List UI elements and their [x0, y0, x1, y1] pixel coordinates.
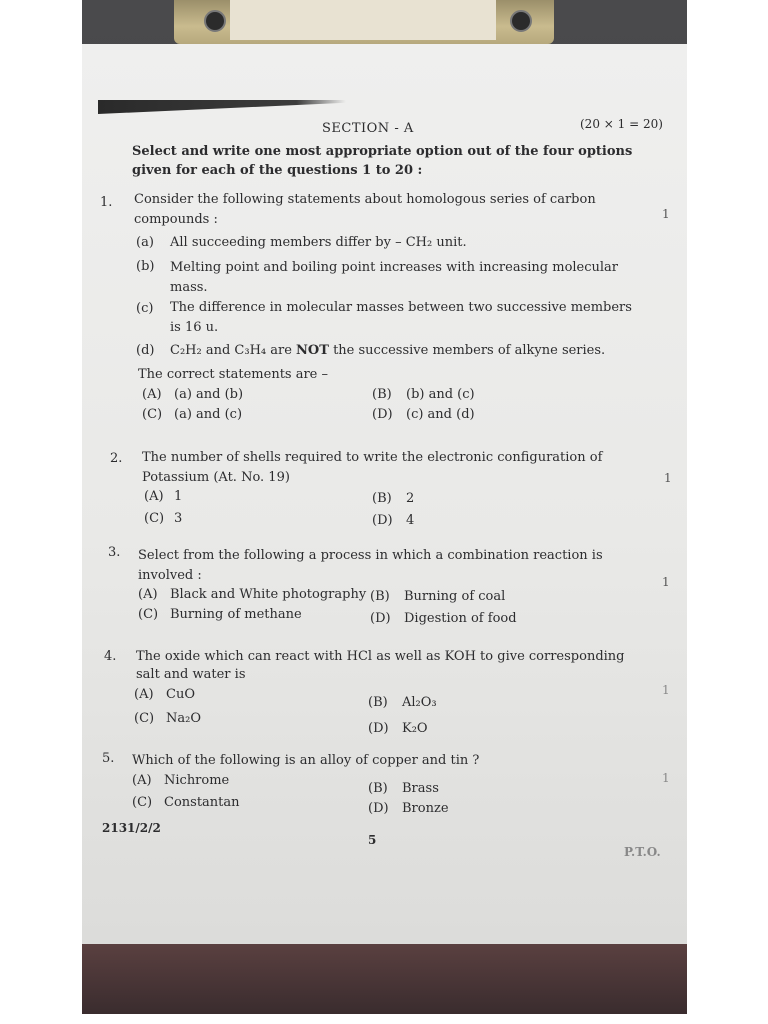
section-instruction: Select and write one most appropriate option out of the four options given for each of the questions 1 to 20 : — [132, 144, 633, 178]
option-label: (D) — [368, 721, 389, 736]
option-text: (a) and (b) — [174, 387, 244, 402]
option-text: (b) and (c) — [406, 387, 475, 402]
section-title: SECTION - A — [322, 121, 414, 136]
statement-label: (d) — [136, 343, 155, 358]
question-mark: 1 — [662, 207, 670, 221]
statement-text: Melting point and boiling point increases with increasing molecular mass. — [170, 260, 619, 295]
question-mark: 1 — [664, 471, 672, 485]
option-label: (B) — [368, 781, 388, 796]
clip-bolt — [510, 10, 532, 32]
option-label: (C) — [134, 711, 155, 726]
option-text: Na₂O — [166, 711, 201, 726]
statement-text: C₂H₂ and C₃H₄ are NOT the successive members of alkyne series. — [170, 343, 606, 358]
question-number: 5. — [102, 751, 115, 766]
option-label: (B) — [368, 695, 388, 710]
option-label: (C) — [144, 511, 165, 526]
question-number: 2. — [110, 451, 123, 466]
question-mark: 1 — [662, 771, 670, 785]
option-text: 3 — [174, 511, 183, 526]
option-text: 1 — [174, 489, 183, 504]
option-text: (c) and (d) — [406, 407, 475, 422]
question-text: Consider the following statements about homologous series of carbon compounds : — [134, 192, 596, 227]
option-label: (A) — [138, 587, 158, 602]
option-text: Digestion of food — [404, 611, 517, 626]
option-text: (a) and (c) — [174, 407, 243, 422]
option-text: Nichrome — [164, 773, 230, 788]
statement-text: All succeeding members differ by – CH₂ unit. — [170, 235, 467, 250]
option-text: K₂O — [402, 721, 428, 736]
question-text: Which of the following is an alloy of copper and tin ? — [132, 753, 480, 768]
option-label: (B) — [370, 589, 390, 604]
option-label: (B) — [372, 387, 392, 402]
option-text: Al₂O₃ — [402, 695, 437, 710]
clip-bolt — [204, 10, 226, 32]
option-label: (A) — [134, 687, 154, 702]
exam-paper — [82, 44, 687, 944]
option-label: (A) — [144, 489, 164, 504]
option-label: (C) — [138, 607, 159, 622]
question-number: 1. — [100, 195, 113, 210]
desk-surface — [82, 944, 687, 1014]
option-text: 2 — [406, 491, 415, 506]
option-text: Constantan — [164, 795, 240, 810]
statement-text: The difference in molecular masses between two successive members is 16 u. — [170, 300, 632, 335]
option-label: (A) — [132, 773, 152, 788]
question-text: The number of shells required to write the electronic configuration of Potassium (At. No. 19) — [142, 450, 603, 485]
header-bar — [98, 100, 346, 114]
option-label: (D) — [370, 611, 391, 626]
option-label: (D) — [372, 407, 393, 422]
option-text: Burning of coal — [404, 589, 506, 604]
question-number: 3. — [108, 545, 121, 560]
option-text: CuO — [166, 687, 195, 702]
statement-label: (a) — [136, 235, 154, 250]
question-mark: 1 — [662, 683, 670, 697]
clipboard-clip — [174, 0, 554, 44]
question-text: Select from the following a process in which a combination reaction is involved : — [138, 548, 603, 583]
option-label: (D) — [368, 801, 389, 816]
question-number: 4. — [104, 649, 117, 664]
option-text: Black and White photography — [170, 587, 367, 602]
pto-mark: P.T.O. — [624, 845, 661, 859]
section-marks: (20 × 1 = 20) — [580, 117, 663, 131]
statement-label: (b) — [136, 259, 155, 274]
option-label: (C) — [142, 407, 163, 422]
question-mark: 1 — [662, 575, 670, 589]
option-text: Brass — [402, 781, 439, 796]
photo-background — [82, 0, 687, 1014]
option-label: (B) — [372, 491, 392, 506]
option-label: (A) — [142, 387, 162, 402]
question-text: The oxide which can react with HCl as well as KOH to give corresponding salt and water is — [136, 649, 625, 682]
option-text: Burning of methane — [170, 607, 302, 622]
option-text: 4 — [406, 513, 415, 528]
page-number: 5 — [368, 833, 377, 847]
option-text: Bronze — [402, 801, 449, 816]
paper-code: 2131/2/2 — [102, 821, 161, 835]
question-prompt: The correct statements are – — [138, 367, 329, 382]
option-label: (D) — [372, 513, 393, 528]
option-label: (C) — [132, 795, 153, 810]
statement-label: (c) — [136, 301, 154, 316]
